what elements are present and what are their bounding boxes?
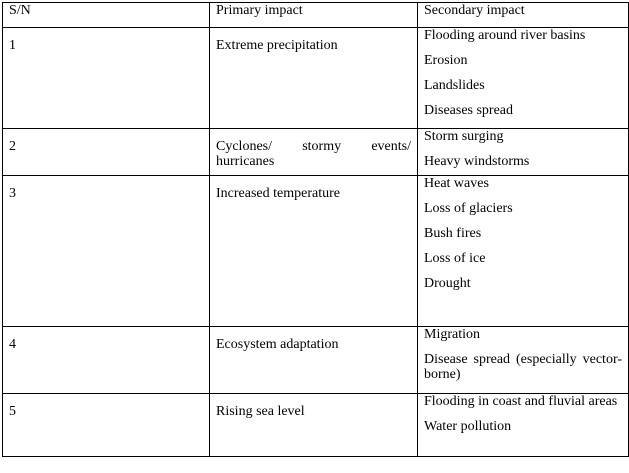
sn-value: 4 (9, 337, 16, 352)
secondary-impact: Diseases spread (424, 103, 514, 118)
cell-sn (3, 327, 210, 394)
sn-value: 2 (9, 139, 16, 154)
secondary-impact: Heavy windstorms (424, 154, 530, 169)
primary-impact: Cyclones/ stormy events/ hurricanes (216, 139, 411, 169)
secondary-impact: Landslides (424, 78, 485, 93)
cell-secondary (418, 176, 629, 327)
secondary-impact: Migration (424, 327, 480, 342)
secondary-impact: Flooding around river basins (424, 28, 586, 43)
secondary-impact-list (424, 129, 622, 169)
cell-sn (3, 394, 210, 457)
primary-impact: Ecosystem adaptation (216, 337, 339, 352)
cell-secondary (418, 394, 629, 457)
secondary-impact: Heat waves (424, 176, 489, 191)
secondary-impact-list (424, 176, 622, 291)
sn-value: 3 (9, 186, 16, 201)
cell-primary (210, 394, 418, 457)
secondary-impact-list (424, 327, 622, 382)
cell-sn (3, 176, 210, 327)
cell-primary (210, 176, 418, 327)
table-row (3, 129, 629, 176)
secondary-impact: Erosion (424, 53, 468, 68)
secondary-impact: Drought (424, 276, 471, 291)
sn-value: 1 (9, 38, 16, 53)
secondary-impact-list (424, 394, 622, 434)
secondary-impact: Loss of ice (424, 251, 486, 266)
impact-table (2, 2, 629, 457)
secondary-impact: Water pollution (424, 419, 512, 434)
secondary-impact: Storm surging (424, 129, 504, 144)
secondary-impact: Flooding in coast and fluvial areas (424, 394, 618, 409)
header-secondary-label: Secondary impact (424, 3, 525, 18)
header-sn-label: S/N (9, 3, 31, 18)
table-row (3, 28, 629, 129)
table-row (3, 394, 629, 457)
sn-value: 5 (9, 404, 16, 419)
cell-secondary (418, 28, 629, 129)
cell-primary (210, 129, 418, 176)
cell-secondary (418, 129, 629, 176)
header-primary-label: Primary impact (216, 3, 303, 18)
secondary-impact: Bush fires (424, 226, 482, 241)
secondary-impact: Disease spread (especially vector-borne) (424, 352, 622, 382)
table-row (3, 176, 629, 327)
primary-impact: Extreme precipitation (216, 38, 338, 53)
table-header-row (3, 3, 629, 28)
cell-sn (3, 129, 210, 176)
primary-impact: Increased temperature (216, 186, 340, 201)
cell-primary (210, 28, 418, 129)
primary-impact: Rising sea level (216, 404, 305, 419)
header-sn (3, 3, 210, 28)
cell-sn (3, 28, 210, 129)
header-secondary (418, 3, 629, 28)
secondary-impact-list (424, 28, 622, 118)
secondary-impact: Loss of glaciers (424, 201, 513, 216)
cell-primary (210, 327, 418, 394)
cell-secondary (418, 327, 629, 394)
header-primary (210, 3, 418, 28)
table-row (3, 327, 629, 394)
